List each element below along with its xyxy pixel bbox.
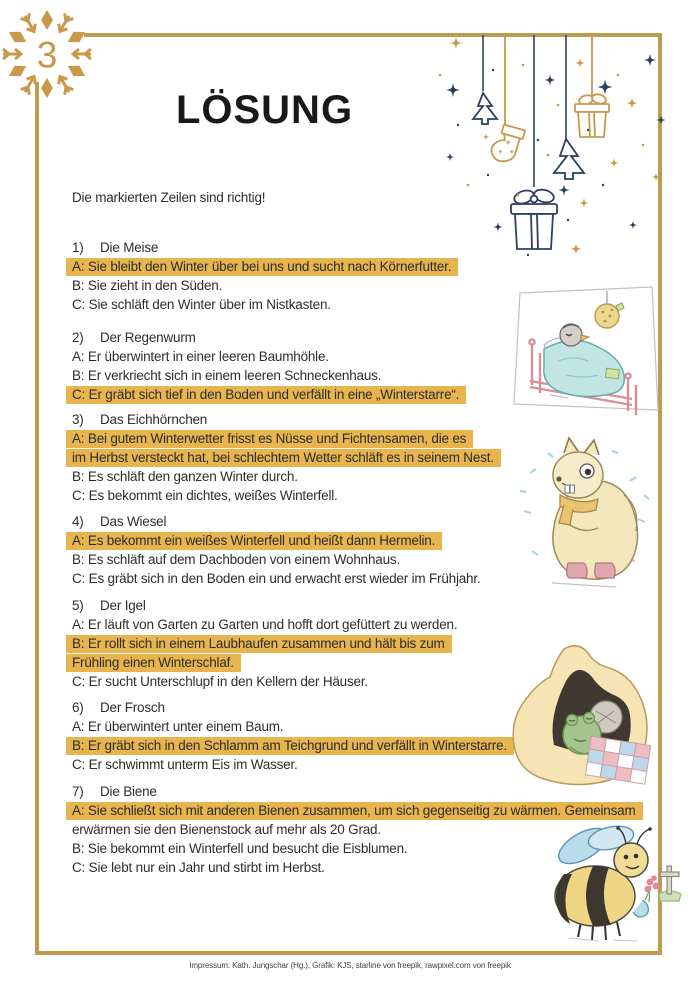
answer-text: C: Sie schläft den Winter über im Nistkasten. — [72, 297, 331, 312]
question-number: 4) — [72, 514, 84, 529]
question-title: Die Meise — [100, 240, 159, 255]
badge-number: 3 — [36, 34, 58, 76]
question-title: Das Wiesel — [100, 514, 167, 529]
answer-line — [72, 569, 480, 588]
answer-line — [72, 634, 457, 653]
answer-line — [72, 366, 466, 385]
answer-text: A: Er läuft von Garten zu Garten und hofft dort gefüttert zu werden. — [72, 617, 458, 632]
answer-line — [72, 347, 466, 366]
stocking-icon — [489, 123, 525, 165]
snowflake-wreath-icon — [3, 10, 91, 98]
question-number: 3) — [72, 412, 84, 427]
question-heading — [72, 596, 457, 615]
question-block — [72, 698, 514, 774]
question-number: 7) — [72, 784, 84, 799]
frame-bottom — [35, 951, 662, 955]
frog-burrow-illustration — [500, 641, 666, 793]
question-number: 5) — [72, 598, 84, 613]
answer-text: B: Er verkriecht sich in einem leeren Schneckenhaus. — [72, 368, 382, 383]
answer-highlight: A: Sie bleibt den Winter über bei uns und sucht nach Körnerfutter. — [66, 258, 458, 276]
intro-text: Die markierten Zeilen sind richtig! — [72, 190, 266, 205]
meise-in-bed-illustration — [508, 283, 666, 419]
answer-line — [72, 295, 458, 314]
answer-highlight: Frühling einen Winterschlaf. — [66, 654, 241, 672]
page-title: LÖSUNG — [175, 88, 354, 132]
answer-line — [72, 486, 501, 505]
hanging-tree-large-icon — [554, 139, 584, 179]
answer-highlight: B: Er gräbt sich in den Schlamm am Teichgrund und verfällt in Winterstarre. — [66, 737, 514, 755]
question-heading — [72, 512, 480, 531]
question-title: Das Eichhörnchen — [100, 412, 208, 427]
question-heading — [72, 410, 501, 429]
answer-highlight: A: Es bekommt ein weißes Winterfell und heißt dann Hermelin. — [66, 532, 442, 550]
answer-line — [72, 615, 457, 634]
bee-illustration — [533, 808, 685, 944]
answer-line — [72, 257, 458, 276]
answer-highlight: A: Bei gutem Winterwetter frisst es Nüsse und Fichtensamen, die es — [66, 430, 473, 448]
frame-left — [35, 82, 39, 955]
answer-highlight: im Herbst versteckt hat, bei schlechtem Wetter schläft es in seinem Nest. — [66, 449, 501, 467]
answer-line — [72, 672, 457, 691]
answer-text: B: Es schläft auf dem Dachboden von einem Wohnhaus. — [72, 552, 400, 567]
answer-line — [72, 755, 514, 774]
answer-highlight: C: Er gräbt sich tief in den Boden und verfällt in eine „Winterstarre“. — [66, 386, 466, 404]
answer-line — [72, 429, 501, 448]
question-number: 2) — [72, 330, 84, 345]
question-block — [72, 328, 466, 404]
answer-text: A: Er überwintert unter einem Baum. — [72, 719, 284, 734]
answer-line — [72, 717, 514, 736]
question-heading — [72, 698, 514, 717]
hanging-tree-small-icon — [473, 93, 497, 124]
answer-text: B: Es schläft den ganzen Winter durch. — [72, 469, 298, 484]
question-title: Der Regenwurm — [100, 330, 196, 345]
question-title: Der Igel — [100, 598, 146, 613]
answer-line — [72, 531, 480, 550]
question-block — [72, 596, 457, 691]
gift-navy-icon — [511, 188, 557, 249]
question-title: Die Biene — [100, 784, 157, 799]
answer-text: C: Er sucht Unterschlupf in den Kellern der Häuser. — [72, 674, 368, 689]
answer-text: C: Sie lebt nur ein Jahr und stirbt im Herbst. — [72, 860, 325, 875]
answer-text: B: Sie bekommt ein Winterfell und besucht die Eisblumen. — [72, 841, 408, 856]
question-title: Der Frosch — [100, 700, 165, 715]
question-block — [72, 410, 501, 505]
answer-text: erwärmen sie den Bienenstock auf mehr als 20 Grad. — [72, 822, 381, 837]
christmas-decorations — [428, 35, 678, 275]
squirrel-winter-illustration — [512, 433, 658, 591]
question-block — [72, 512, 480, 588]
question-heading — [72, 238, 458, 257]
snowflake-wreath-badge — [0, 2, 95, 102]
question-number: 6) — [72, 700, 84, 715]
answer-highlight: B: Er rollt sich in einem Laubhaufen zusammen und hält bis zum — [66, 635, 452, 653]
answer-line — [72, 736, 514, 755]
answer-line — [72, 276, 458, 295]
answer-line — [72, 653, 457, 672]
gift-gold-icon — [575, 93, 609, 137]
question-number: 1) — [72, 240, 84, 255]
answer-text: C: Er schwimmt unterm Eis im Wasser. — [72, 757, 298, 772]
answer-text: C: Es bekommt ein dichtes, weißes Winterfell. — [72, 488, 338, 503]
footer-imprint: Impressum: Kath. Jungschar (Hg.), Grafik: KJS, starline von freepik, rawpixel.com von freepik — [189, 961, 511, 970]
answer-line — [72, 448, 501, 467]
question-heading — [72, 328, 466, 347]
answer-line — [72, 385, 466, 404]
answer-text: C: Es gräbt sich in den Boden ein und erwacht erst wieder im Frühjahr. — [72, 571, 481, 586]
answer-line — [72, 467, 501, 486]
answer-highlight: A: Sie schließt sich mit anderen Bienen zusammen, um sich gegenseitig zu wärmen. Gemeinsam — [66, 802, 643, 820]
answer-text: A: Er überwintert in einer leeren Baumhöhle. — [72, 349, 329, 364]
answer-text: B: Sie zieht in den Süden. — [72, 278, 223, 293]
question-block — [72, 238, 458, 314]
answer-line — [72, 550, 480, 569]
